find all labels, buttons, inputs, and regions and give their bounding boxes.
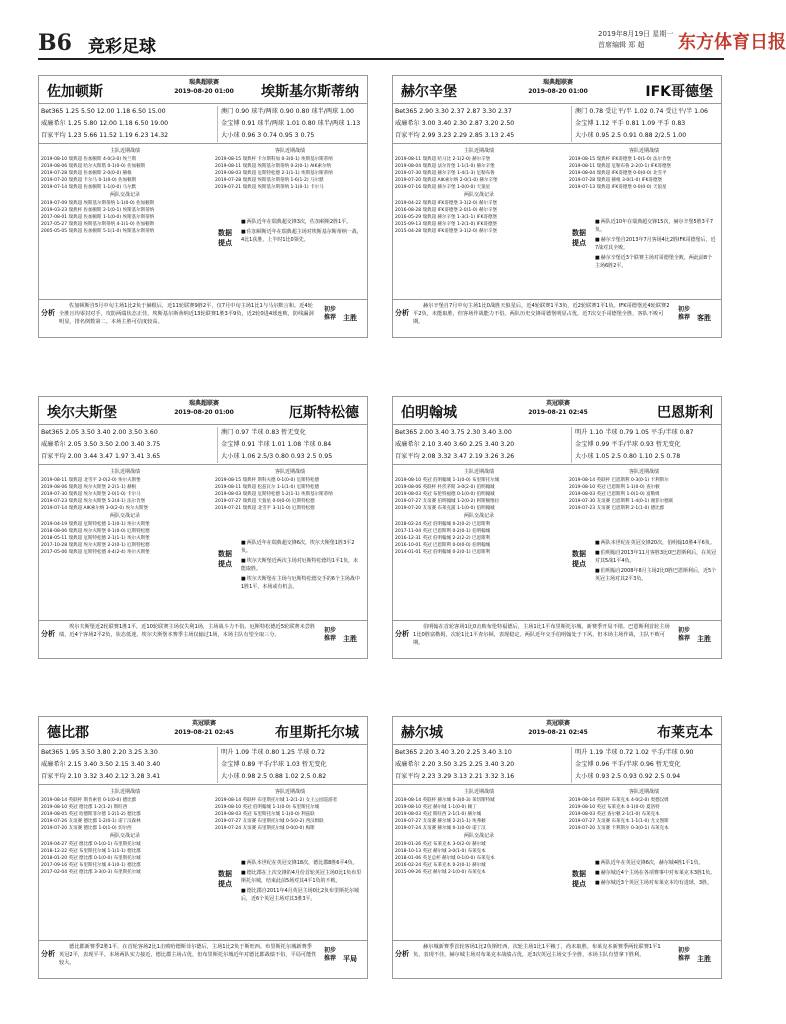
odds-block <box>393 104 721 144</box>
h2h-row: 2017-05-27 瑞典超 埃斯基尔斯蒂纳 4-1(1-0) 佐加顿斯 <box>41 222 155 227</box>
match-header <box>39 76 367 104</box>
tip-item: ■ 赫尔城近3个英冠主场对布莱克本均有进球，3胜。 <box>595 879 717 887</box>
handicap-odds <box>571 747 721 783</box>
away-recent-row: 2019-07-27 友谊赛 布里斯托尔城 0-5(0-2) 西汉姆联 <box>215 819 324 824</box>
date: 2019年8月19日 星期一 <box>598 30 674 38</box>
match-info <box>521 399 595 417</box>
away-team: 埃斯基尔斯蒂纳 <box>261 84 359 100</box>
h2h-row: 2015-09-26 英冠 赫尔城 2-1(0-0) 布莱克本 <box>395 870 486 875</box>
tip-item: ■ 赫尔辛堡近3个联赛主场对哥德堡全败，两此前8个主场6胜2平。 <box>595 254 717 270</box>
match-header <box>393 76 721 104</box>
handicap-odds <box>571 427 721 463</box>
hcp-row: 大小球 0.98 2.5 0.88 1.02 2.5 0.82 <box>221 773 327 780</box>
home-recent-row: 2019-07-20 友谊赛 德比郡 1-0(1-0) 切尔西 <box>41 826 132 831</box>
h2h-row: 2019-07-09 瑞典超 埃斯基尔斯蒂纳 1-1(0-0) 佐加顿斯 <box>41 201 155 206</box>
h2h-row: 2019-04-19 瑞典超 厄斯特松德 1-1(0-1) 埃尔夫斯堡 <box>41 522 150 527</box>
home-recent-row: 2019-08-04 瑞典超 法尔肯堡 1-1(1-0) 赫尔辛堡 <box>395 164 495 169</box>
analysis-block <box>393 300 721 337</box>
euro-odds <box>41 106 213 142</box>
h2h-row: 2018-10-13 英冠 赫尔城 3-0(1-0) 布莱克本 <box>395 849 486 854</box>
hcp-row: 澳门 0.90 球半/两球 0.90 0.80 球半/两球 1.00 <box>221 108 354 115</box>
home-history <box>395 788 563 876</box>
hcp-row: 澳门 0.78 受让平/半 1.02 0.74 受让平/半 1.06 <box>575 108 708 115</box>
tips-list <box>595 218 719 272</box>
tip-item: ■ 两队近年在瑞典超交锋3次，佐加顿斯2胜1平。 <box>241 218 363 226</box>
h2h-row: 2016-12-31 英冠 伯明翰城 2-2(2-2) 巴恩斯利 <box>395 536 491 541</box>
home-recent-row: 2019-08-10 瑞典超 佐加顿斯 4-0(3-0) 埃兰斯 <box>41 157 137 162</box>
home-recent-title: 主队近期战绩 <box>463 148 494 154</box>
odds-row: 百家平均 2.10 3.32 3.40 2.12 3.28 3.41 <box>41 773 161 780</box>
h2h-row: 2017-09-16 英冠 布里斯托尔城 4-1(0-1) 德比郡 <box>41 863 141 868</box>
dateline <box>598 29 673 51</box>
home-recent-row: 2019-07-14 瑞典超 佐加顿斯 1-1(0-0) 马尔默 <box>41 185 137 190</box>
tip-item: ■ 赫尔城近4个主场在各项赛事中对布莱克本3胜1负。 <box>595 869 717 877</box>
home-recent-row: 2019-08-06 英联杯 朴茨茅斯 3-0(2-0) 伯明翰城 <box>395 485 495 490</box>
masthead <box>38 26 786 60</box>
recommendation: 客胜 <box>697 314 711 322</box>
odds-block <box>393 745 721 785</box>
hcp-row: 大小球 1.05 2.5 0.80 1.10 2.5 0.78 <box>575 453 681 460</box>
recommend-label: 初步推荐 <box>323 627 336 642</box>
away-recent-row: 2019-08-14 英联杯 巴恩斯利 0-3(0-1) 卡利斯尔 <box>569 478 669 483</box>
home-recent-row: 2019-08-03 英冠 斯旺西 2-1(1-0) 赫尔城 <box>395 812 482 817</box>
away-recent-row: 2019-08-10 英冠 伯明翰城 1-1(0-0) 布里斯托尔城 <box>215 805 320 810</box>
home-recent-title: 主队近期战绩 <box>109 789 140 795</box>
hcp-row: 大小球 0.95 2.5 0.91 0.88 2/2.5 1.00 <box>575 132 687 139</box>
tip-item: ■ 伯明翰自2013年11月客胜3比0巴恩斯利后，在英冠对其5战1平4负。 <box>595 549 717 565</box>
handicap-odds <box>217 106 367 142</box>
hcp-row: 明升 1.19 半球 0.72 1.02 平手/半球 0.90 <box>575 749 694 756</box>
home-team: 赫尔辛堡 <box>401 84 457 100</box>
league: 瑞典超联赛 <box>542 79 573 86</box>
recommendation: 主胜 <box>697 635 711 643</box>
home-recent-row: 2019-08-05 英冠 哈德斯菲尔德 1-2(1-2) 德比郡 <box>41 812 141 817</box>
tip-item: ■ 德比郡自2011年4月英冠主场0比2负布里斯托尔城后，近6个英冠主场对其3胜3平。 <box>241 887 363 903</box>
section-title: 竞彩足球 <box>88 37 156 57</box>
hcp-row: 明升 1.09 半球 0.80 1.25 半球 0.72 <box>221 749 326 756</box>
away-recent-row: 2019-07-28 瑞典超 赫根 3-0(1-0) IFK哥德堡 <box>569 178 662 183</box>
records-block <box>393 144 721 300</box>
away-recent-row: 2019-08-15 瑞典杯 IFK哥德堡 1-0(1-0) 法尔肯堡 <box>569 157 671 162</box>
hcp-row: 金宝博 0.89 平手/半球 1.03 暂无变化 <box>221 761 327 768</box>
recommendation: 平局 <box>343 955 357 963</box>
odds-row: 百家平均 2.23 3.29 3.13 2.21 3.32 3.16 <box>395 773 515 780</box>
analysis-block <box>39 941 367 978</box>
odds-row: Bet365 2.05 3.50 3.40 2.00 3.50 3.60 <box>41 429 158 436</box>
away-recent-row: 2019-07-27 友谊赛 布莱克本 1-1(1-0) 尤文图斯 <box>569 819 669 824</box>
odds-row: 威廉希尔 3.00 3.40 2.30 2.87 3.20 2.50 <box>395 120 515 127</box>
away-recent-row: 2019-07-28 瑞典超 埃斯基尔斯蒂纳 1-6(1-2) 马尔默 <box>215 178 324 183</box>
away-recent-row: 2019-08-14 英联杯 布莱克本 4-0(2-0) 奥德汉姆 <box>569 798 669 803</box>
h2h-row: 2016-05-29 瑞典超 赫尔辛堡 1-3(1-1) IFK哥德堡 <box>395 215 497 220</box>
away-history <box>215 468 365 512</box>
euro-odds <box>41 747 213 783</box>
away-recent-title: 客队近期战绩 <box>274 469 305 475</box>
euro-odds <box>395 427 567 463</box>
h2h-row: 2016-10-01 英冠 巴恩斯利 0-0(0-0) 伯明翰城 <box>395 543 491 548</box>
home-recent-row: 2019-08-11 瑞典超 北雪平 2-0(2-0) 埃尔夫斯堡 <box>41 478 141 483</box>
h2h-title: 两队交战记录 <box>463 833 494 839</box>
tips-label: 数据提点 <box>218 870 232 888</box>
editor: 首席编辑 郑 超 <box>598 41 645 49</box>
home-recent-row: 2019-07-14 瑞典超 AIK索尔纳 3-0(2-0) 埃尔夫斯堡 <box>41 506 148 511</box>
analysis-block <box>393 941 721 978</box>
odds-row: 威廉希尔 2.10 3.40 3.60 2.25 3.40 3.20 <box>395 441 515 448</box>
kickoff-time: 2019-08-21 02:45 <box>174 729 234 736</box>
kickoff-time: 2019-08-21 02:45 <box>528 729 588 736</box>
tips-label: 数据提点 <box>572 550 586 568</box>
away-history <box>569 788 719 832</box>
tip-item: ■ 两队近年在瑞典超交锋6次，埃尔夫斯堡1胜3平2负。 <box>241 539 363 555</box>
odds-block <box>39 745 367 785</box>
h2h-row: 2019-03-23 瑞典杯 佐加顿斯 2-1(0-1) 埃斯基尔斯蒂纳 <box>41 208 155 213</box>
away-recent-row: 2019-08-11 瑞典超 埃斯基尔斯蒂纳 0-2(0-1) AIK索尔纳 <box>215 164 331 169</box>
away-recent-row: 2019-08-10 英冠 巴恩斯利 1-1(0-0) 查尔顿 <box>569 485 660 490</box>
away-recent-row: 2019-08-03 英冠 巴恩斯利 1-0(1-0) 富勒姆 <box>569 492 660 497</box>
recommend-label: 初步推荐 <box>677 306 690 321</box>
home-recent-title: 主队近期战绩 <box>109 148 140 154</box>
euro-odds <box>395 106 567 142</box>
home-recent-row: 2019-08-11 瑞典超 哈马比 2-1(2-0) 赫尔辛堡 <box>395 157 491 162</box>
away-recent-title: 客队近期战绩 <box>628 148 659 154</box>
tips-label: 数据提点 <box>572 229 586 247</box>
odds-block <box>39 425 367 465</box>
odds-row: Bet365 2.00 3.40 3.75 2.30 3.40 3.00 <box>395 429 512 436</box>
odds-row: 百家平均 2.99 3.23 2.29 2.85 3.13 2.45 <box>395 132 515 139</box>
analysis-block <box>39 621 367 658</box>
home-history <box>41 468 209 556</box>
match-header <box>39 717 367 745</box>
away-recent-title: 客队近期战绩 <box>628 789 659 795</box>
analysis-block <box>39 300 367 337</box>
match-panel <box>38 75 368 338</box>
home-recent-title: 主队近期战绩 <box>463 469 494 475</box>
tips-label: 数据提点 <box>218 550 232 568</box>
analysis-text: 赫尔城新赛季首轮客场1比2负斯旺西，次轮主场1比1平赖丁，尚未取胜。布莱克本新赛季两轮联赛1平1负，表现不佳。赫尔城主场对布莱克本战绩占优，近3次英冠主场交手全胜，本场主队有望拿下胜利。 <box>413 944 661 959</box>
h2h-row: 2016-08-28 瑞典超 IFK哥德堡 2-0(1-0) 赫尔辛堡 <box>395 208 497 213</box>
records-block <box>39 144 367 300</box>
tips-list <box>595 859 719 889</box>
home-recent-row: 2019-07-26 友谊赛 德比郡 1-2(0-1) 诺丁汉森林 <box>41 819 141 824</box>
away-recent-row: 2019-07-24 友谊赛 布里斯托尔城 0-0(0-0) 梅斯 <box>215 826 315 831</box>
kickoff-time: 2019-08-21 02:45 <box>528 409 588 416</box>
away-history <box>215 788 365 832</box>
tips-label: 数据提点 <box>572 870 586 888</box>
away-recent-row: 2019-07-27 瑞典超 天狼星 0-0(0-0) 厄斯特松德 <box>215 499 315 504</box>
odds-row: Bet365 1.95 3.50 3.80 2.20 3.25 3.30 <box>41 749 158 756</box>
away-recent-row: 2019-07-30 友谊赛 巴恩斯利 1-4(0-1) 谢菲尔德联 <box>569 499 674 504</box>
h2h-row: 2019-04-22 瑞典超 IFK哥德堡 3-1(2-0) 赫尔辛堡 <box>395 201 497 206</box>
hcp-row: 大小球 0.96 3 0.74 0.95 3 0.75 <box>221 132 315 139</box>
tip-item: ■ 两队近年在英冠交锋6次，赫尔城4胜1平1负。 <box>595 859 717 867</box>
match-header <box>39 397 367 425</box>
league: 英冠联赛 <box>545 400 570 407</box>
home-recent-row: 2019-07-16 瑞典超 赫尔辛堡 1-0(0-0) 天狼星 <box>395 185 491 190</box>
analysis-label: 分析 <box>395 309 409 317</box>
home-history <box>395 468 563 556</box>
away-recent-row: 2019-08-11 瑞典超 松兹瓦尔 1-1(1-0) 厄斯特松德 <box>215 485 320 490</box>
home-recent-row: 2019-08-06 瑞典超 埃尔夫斯堡 2-2(1-1) 赫根 <box>41 485 137 490</box>
away-recent-row: 2019-08-15 瑞典杯 卡尔斯科加 0-3(0-1) 埃斯基尔斯蒂纳 <box>215 157 333 162</box>
h2h-row: 2017-10-28 瑞典超 埃尔夫斯堡 2-2(0-1) 厄斯特松德 <box>41 543 150 548</box>
home-recent-row: 2019-08-10 英冠 伯明翰城 1-1(0-0) 布里斯托尔城 <box>395 478 500 483</box>
away-recent-title: 客队近期战绩 <box>274 789 305 795</box>
odds-row: 百家平均 2.00 3.44 3.47 1.97 3.41 3.65 <box>41 453 161 460</box>
home-recent-row: 2019-08-14 英联杯 赫尔城 0-3(0-3) 莱切斯特城 <box>395 798 495 803</box>
home-recent-row: 2019-08-06 瑞典超 哈尔夫斯塔 0-1(0-0) 佐加顿斯 <box>41 164 146 169</box>
home-recent-row: 2019-08-10 英冠 赫尔城 1-1(0-0) 赖丁 <box>395 805 477 810</box>
home-history <box>41 147 209 235</box>
away-recent-row: 2019-07-13 瑞典超 IFK哥德堡 0-0(0-0) 天狼星 <box>569 185 667 190</box>
hcp-row: 明升 1.10 半球 0.79 1.05 平手/半球 0.87 <box>575 429 694 436</box>
away-team: 布里斯托尔城 <box>275 725 359 741</box>
h2h-row: 2015-09-13 瑞典超 赫尔辛堡 1-2(1-0) IFK哥德堡 <box>395 222 497 227</box>
h2h-row: 2014-01-01 英冠 伯明翰城 0-2(0-1) 巴恩斯利 <box>395 550 491 555</box>
match-info <box>167 399 241 417</box>
odds-row: 百家平均 1.23 5.66 11.52 1.19 6.23 14.32 <box>41 132 169 139</box>
match-info <box>521 78 595 96</box>
match-panel <box>392 75 722 338</box>
euro-odds <box>395 747 567 783</box>
h2h-row: 2017-05-06 瑞典超 厄斯特松德 4-4(2-4) 埃尔夫斯堡 <box>41 550 150 555</box>
kickoff-time: 2019-08-20 01:00 <box>174 409 234 416</box>
away-recent-title: 客队近期战绩 <box>628 469 659 475</box>
euro-odds <box>41 427 213 463</box>
away-history <box>569 147 719 191</box>
league: 英冠联赛 <box>545 720 570 727</box>
page-number: B6 <box>38 30 72 56</box>
kickoff-time: 2019-08-20 01:00 <box>528 88 588 95</box>
home-recent-row: 2019-07-27 友谊赛 伯明翰城 1-2(0-2) 阿斯顿维拉 <box>395 499 500 504</box>
analysis-text: 赫尔辛堡自7月中旬主场1比0战胜天狼星后，近4轮联赛1平3负，近2轮联赛1平1负。IFK哥德堡近4轮联赛2平2负，未能取胜，但客场作战能力不俗。两队历史交锋哥德堡明显占优，近7次交手哥德堡全胜，客队不败可期。 <box>413 303 670 326</box>
h2h-row: 2018-01-06 英足总杯 赫尔城 0-1(0-0) 布莱克本 <box>395 856 495 861</box>
match-panel <box>392 396 722 659</box>
recommend-label: 初步推荐 <box>677 947 690 962</box>
home-team: 佐加顿斯 <box>47 84 103 100</box>
away-team: 厄斯特松德 <box>289 405 359 421</box>
away-recent-row: 2019-08-03 瑞典超 厄斯特松德 2-1(1-1) 埃斯基尔斯蒂纳 <box>215 171 333 176</box>
home-recent-row: 2019-07-27 友谊赛 赫尔城 2-2(1-1) 埃弗顿 <box>395 819 486 824</box>
h2h-row: 2017-11-04 英冠 巴恩斯利 0-2(0-1) 伯明翰城 <box>395 529 491 534</box>
home-team: 伯明翰城 <box>401 405 457 421</box>
h2h-row: 2018-02-24 英冠 伯明翰城 0-2(0-2) 巴恩斯利 <box>395 522 491 527</box>
h2h-title: 两队交战记录 <box>109 513 140 519</box>
hcp-row: 金宝博 1.12 平手 0.81 1.09 平手 0.83 <box>575 120 686 127</box>
tip-item: ■ 赫尔辛堡自2013年7月客场4比2胜IFK哥德堡后，近7战对其全败。 <box>595 236 717 252</box>
hcp-row: 大小球 1.06 2.5/3 0.80 0.93 2.5 0.95 <box>221 453 333 460</box>
odds-row: Bet365 2.20 3.40 3.20 2.25 3.40 3.10 <box>395 749 512 756</box>
h2h-title: 两队交战记录 <box>109 192 140 198</box>
records-block <box>393 785 721 941</box>
home-recent-row: 2019-07-24 友谊赛 赫尔城 0-1(0-0) 诺丁汉 <box>395 826 486 831</box>
hcp-row: 澳门 0.97 半球 0.83 暂无变化 <box>221 429 306 436</box>
home-recent-row: 2019-08-03 英冠 布伦特福德 0-1(0-0) 伯明翰城 <box>395 492 495 497</box>
away-recent-row: 2019-08-11 瑞典超 厄勒布鲁 2-2(0-1) IFK哥德堡 <box>569 164 671 169</box>
records-block <box>39 465 367 621</box>
h2h-row: 2018-08-06 瑞典超 埃尔夫斯堡 0-1(0-0) 厄斯特松德 <box>41 529 150 534</box>
recommendation: 主胜 <box>343 314 357 322</box>
analysis-block <box>393 621 721 658</box>
kickoff-time: 2019-08-20 01:00 <box>174 88 234 95</box>
home-recent-row: 2019-07-30 瑞典超 埃尔夫斯堡 2-0(1-0) 卡尔马 <box>41 492 141 497</box>
analysis-label: 分析 <box>41 630 55 638</box>
records-block <box>39 785 367 941</box>
away-history <box>569 468 719 512</box>
away-recent-row: 2019-07-21 瑞典超 埃斯基尔斯蒂纳 1-1(0-1) 卡尔马 <box>215 185 324 190</box>
home-recent-title: 主队近期战绩 <box>109 469 140 475</box>
odds-row: Bet365 2.90 3.30 2.37 2.87 3.30 2.37 <box>395 108 512 115</box>
recommend-label: 初步推荐 <box>677 627 690 642</box>
home-recent-row: 2019-07-30 瑞典超 赫尔辛堡 1-4(1-3) 厄勒布鲁 <box>395 171 495 176</box>
handicap-odds <box>217 747 367 783</box>
analysis-label: 分析 <box>41 950 55 958</box>
match-info <box>167 719 241 737</box>
analysis-label: 分析 <box>395 630 409 638</box>
home-history <box>41 788 209 876</box>
handicap-odds <box>217 427 367 463</box>
away-recent-row: 2019-08-03 瑞典超 厄斯特松德 1-2(1-1) 埃斯基尔斯蒂纳 <box>215 492 333 497</box>
away-recent-row: 2019-08-14 英联杯 布里斯托尔城 1-2(1-2) 女王公园巡游者 <box>215 798 338 803</box>
recommend-label: 初步推荐 <box>323 947 336 962</box>
h2h-title: 两队交战记录 <box>463 513 494 519</box>
match-info <box>167 78 241 96</box>
analysis-text: 伯明翰在首轮客场1比0击败布伦特福德后，主场1比1平布里斯托尔城，新赛季开局不错。巴恩斯利首轮主场1比0胜富勒姆，次轮1比1平查尔顿，表现稳定。两队近年交手伯明翰处于下风，但本场主场作战，主队不败可期。 <box>413 624 670 647</box>
h2h-row: 2017-02-04 英冠 德比郡 3-3(0-3) 布里斯托尔城 <box>41 870 141 875</box>
hcp-row: 金宝博 0.91 球半/两球 1.01 0.80 球半/两球 1.13 <box>221 120 361 127</box>
hcp-row: 金宝博 0.91 半球 1.01 1.08 半球 0.84 <box>221 441 332 448</box>
league: 瑞典超联赛 <box>188 400 219 407</box>
hcp-row: 金宝博 0.99 平手/半球 0.93 暂无变化 <box>575 441 681 448</box>
home-recent-row: 2019-07-20 瑞典超 卡尔马 0-1(0-0) 佐加顿斯 <box>41 178 137 183</box>
tip-item: ■ 两队本世纪在英冠交锋20次，伯明翰10胜4平6负。 <box>595 539 717 547</box>
analysis-text: 埃尔夫斯堡近2轮联赛1胜1平，近10轮联赛主场仅失利1场，主场战斗力不俗。厄斯特松德近5轮联赛未尝胜绩，近4个客场2平2负，状态低迷。埃尔夫斯堡本赛季主场仅输过1场，本场主队有望全取三分。 <box>59 624 316 639</box>
h2h-row: 2018-01-20 英冠 德比郡 0-1(0-0) 布里斯托尔城 <box>41 856 141 861</box>
h2h-title: 两队交战记录 <box>109 833 140 839</box>
away-history <box>215 147 365 191</box>
home-team: 德比郡 <box>47 725 89 741</box>
away-recent-row: 2019-08-15 瑞典杯 斯科夫德 0-1(0-0) 厄斯特松德 <box>215 478 320 483</box>
away-recent-row: 2019-08-04 瑞典超 IFK哥德堡 0-0(0-0) 北雪平 <box>569 171 667 176</box>
hcp-row: 大小球 0.93 2.5 0.93 0.92 2.5 0.94 <box>575 773 681 780</box>
home-recent-row: 2019-08-10 英冠 德比郡 1-2(1-2) 斯旺西 <box>41 805 128 810</box>
recommendation: 主胜 <box>343 635 357 643</box>
odds-block <box>393 425 721 465</box>
home-recent-row: 2019-07-23 瑞典超 埃尔夫斯堡 5-2(4-1) 法尔肯堡 <box>41 499 146 504</box>
tips-label: 数据提点 <box>218 229 232 247</box>
odds-row: 威廉希尔 2.20 3.50 3.25 2.25 3.40 3.20 <box>395 761 515 768</box>
away-team: 布莱克本 <box>657 725 713 741</box>
away-recent-row: 2019-07-21 瑞典超 北雪平 3-1(1-0) 厄斯特松德 <box>215 506 315 511</box>
tips-list <box>595 539 719 585</box>
analysis-label: 分析 <box>41 309 55 317</box>
analysis-text: 德比郡新赛季2胜1平，在首轮客场2比1击败哈德斯菲尔德后，主场1比2负于斯旺西。布里斯托尔城新赛季英冠2平，表现平平。本场两队实力接近，德比郡主场占优，但布里斯托尔城近年对德比郡战绩不俗，平局可能性较大。 <box>59 944 317 967</box>
league: 英冠联赛 <box>191 720 216 727</box>
away-recent-row: 2019-07-20 友谊赛 卡利斯尔 0-3(0-1) 布莱克本 <box>569 826 669 831</box>
away-recent-row: 2019-08-03 英冠 布里斯托尔城 1-1(0-0) 利兹联 <box>215 812 315 817</box>
hcp-row: 金宝博 0.96 平手/半球 0.96 暂无变化 <box>575 761 681 768</box>
match-panel <box>38 396 368 659</box>
h2h-row: 2019-01-26 英冠 布莱克本 3-0(2-0) 赫尔城 <box>395 842 486 847</box>
h2h-row: 2015-04-28 瑞典超 IFK哥德堡 3-1(2-0) 赫尔辛堡 <box>395 229 497 234</box>
odds-row: 百家平均 2.08 3.32 3.47 2.19 3.26 3.26 <box>395 453 515 460</box>
home-history <box>395 147 563 235</box>
records-block <box>393 465 721 621</box>
away-recent-row: 2019-07-23 友谊赛 巴恩斯利 2-1(1-0) 德比郡 <box>569 506 665 511</box>
tip-item: ■ 埃尔夫斯堡在主场与厄斯特松德交手的6个主场战中1胜1平，本场或有机会。 <box>241 575 363 591</box>
home-team: 赫尔城 <box>401 725 443 741</box>
tips-list <box>241 539 365 593</box>
match-panel <box>38 716 368 979</box>
away-recent-row: 2019-08-03 英冠 查尔顿 2-1(1-0) 布莱克本 <box>569 812 660 817</box>
league: 瑞典超联赛 <box>188 79 219 86</box>
h2h-row: 2018-05-11 瑞典超 厄斯特松德 2-1(1-1) 埃尔夫斯堡 <box>41 536 150 541</box>
away-team: IFK哥德堡 <box>645 84 713 100</box>
recommend-label: 初步推荐 <box>323 306 336 321</box>
odds-row: Bet365 1.25 5.50 12.00 1.18 6.50 15.00 <box>41 108 166 115</box>
home-team: 埃尔夫斯堡 <box>47 405 117 421</box>
tip-item: ■ 埃尔夫斯堡近两次主场对厄斯特松德均1平1负，未能取胜。 <box>241 557 363 573</box>
h2h-title: 两队交战记录 <box>463 192 494 198</box>
handicap-odds <box>571 106 721 142</box>
newspaper-logo: 东方体育日报 <box>678 32 786 53</box>
match-header <box>393 397 721 425</box>
h2h-row: 2016-02-24 英冠 布莱克本 0-2(0-1) 赫尔城 <box>395 863 486 868</box>
recommendation: 主胜 <box>697 955 711 963</box>
home-recent-row: 2019-07-28 瑞典超 佐加顿斯 2-0(0-0) 赫根 <box>41 171 132 176</box>
h2h-row: 2005-05-05 瑞典超 佐加顿斯 5-1(1-0) 埃斯基尔斯蒂纳 <box>41 229 155 234</box>
match-header <box>393 717 721 745</box>
tip-item: ■ 伯明翰自2008年8月主场2比0胜巴恩斯利后，近5个英冠主场对其2平3负。 <box>595 567 717 583</box>
match-panel <box>392 716 722 979</box>
h2h-row: 2019-04-27 英冠 德比郡 0-1(0-1) 布里斯托尔城 <box>41 842 141 847</box>
analysis-text: 佐加顿斯自5月中旬主场1比2负于赫根后，近11轮联赛9胜2平，仅7月中旬主场1比1与马尔默言和。近4轮全胜且均零封对手，攻防两端状态正佳。埃斯基尔斯蒂纳近13轮联赛1胜3平9负，近2轮0进4球连败，防线漏洞明显，排名倒数第二。本场主胜可信度较高。 <box>59 303 314 326</box>
home-recent-row: 2019-07-20 友谊赛 布莱克浦 1-1(0-0) 伯明翰城 <box>395 506 495 511</box>
tip-item: ■ 两队本世纪在英冠交锋18次，德比郡8胜6平4负。 <box>241 859 363 867</box>
tips-list <box>241 218 365 246</box>
odds-row: 威廉希尔 2.05 3.50 3.50 2.00 3.40 3.75 <box>41 441 161 448</box>
tip-item: ■ 佐加顿斯近年在瑞典超主场对埃斯基尔斯蒂纳一战，4比1获胜，上半时1比0领先。 <box>241 228 363 244</box>
odds-row: 威廉希尔 2.15 3.40 3.50 2.15 3.40 3.40 <box>41 761 161 768</box>
h2h-row: 2017-08-01 瑞典超 佐加顿斯 1-1(0-0) 埃斯基尔斯蒂纳 <box>41 215 155 220</box>
odds-row: 威廉希尔 1.25 5.80 12.00 1.18 6.50 19.00 <box>41 120 169 127</box>
h2h-row: 2018-12-22 英冠 布里斯托尔城 1-1(1-1) 德比郡 <box>41 849 141 854</box>
home-recent-title: 主队近期战绩 <box>463 789 494 795</box>
away-recent-row: 2019-08-10 英冠 布莱克本 0-1(0-0) 夏洛特 <box>569 805 660 810</box>
home-recent-row: 2019-07-20 瑞典超 AIK索尔纳 2-0(1-0) 赫尔辛堡 <box>395 178 498 183</box>
tips-list <box>241 859 365 905</box>
tip-item: ■ 两队近10年在瑞典超交锋15次，赫尔辛堡5胜3平7负。 <box>595 218 717 234</box>
tip-item: ■ 德比郡在上次交锋的4月份首轮英冠主场0比1负布里斯托尔城，结束此前5场对其4平1负的不败。 <box>241 869 363 885</box>
analysis-label: 分析 <box>395 950 409 958</box>
home-recent-row: 2019-08-14 英联杯 斯肯索普 0-1(0-0) 德比郡 <box>41 798 137 803</box>
away-team: 巴恩斯利 <box>657 405 713 421</box>
away-recent-title: 客队近期战绩 <box>274 148 305 154</box>
match-info <box>521 719 595 737</box>
odds-block <box>39 104 367 144</box>
